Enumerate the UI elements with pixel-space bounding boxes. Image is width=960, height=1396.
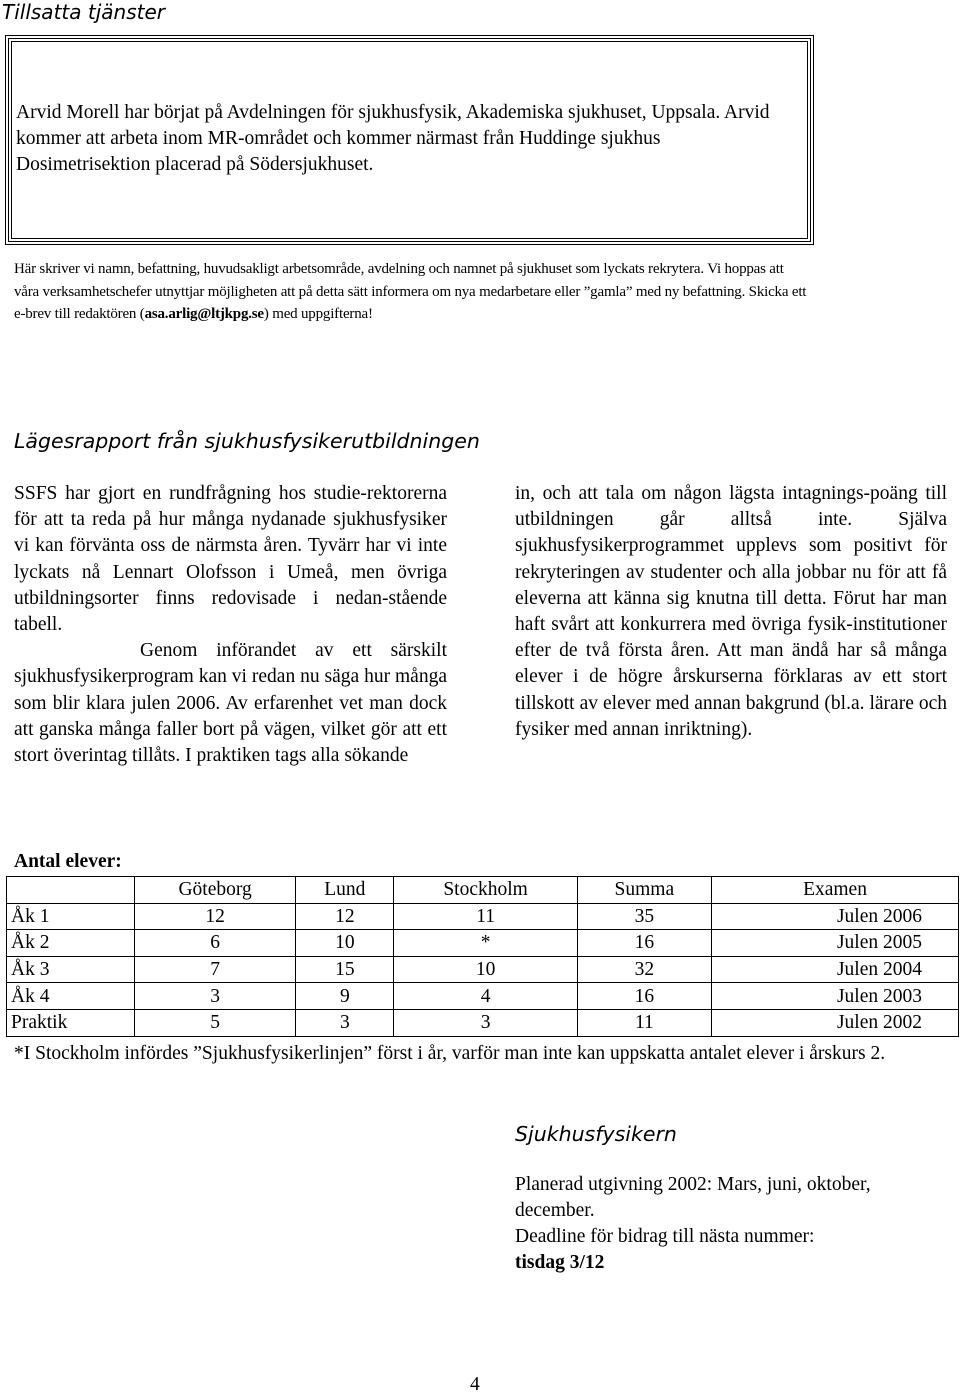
table-cell: 3 xyxy=(135,983,296,1010)
table-header-cell: Examen xyxy=(712,877,959,904)
publication-info xyxy=(515,1172,955,1276)
sjukhusfysikern-title: Sjukhusfysikern xyxy=(515,1122,677,1146)
table-cell: * xyxy=(394,930,577,957)
table-cell: 4 xyxy=(394,983,577,1010)
table-row xyxy=(7,930,959,957)
table-cell: 35 xyxy=(577,903,711,930)
article-paragraph-2: Genom införandet av ett särskilt sjukhusfysikerprogram kan vi redan nu säga hur många som blir klara julen 2006. Av erfarenhet vet man dock att ganska många faller bort på vägen, vilket gör att ett stort överintag tillåts. I praktiken tags alla sökande xyxy=(14,640,447,767)
table-row xyxy=(7,903,959,930)
table-row-header-cell: Åk 2 xyxy=(7,930,135,957)
article-paragraph-3: in, och att tala om någon lägsta intagnings-poäng till utbildningen går alltså inte. Själva sjukhusfysikerprogrammet upplevs som positivt för rekryteringen av studenter och alla jobbar nu för att få eleverna att känna sig knutna till detta. Förut har man haft svårt att konkurrera med övriga fysik-institutioner efter de två första åren. Att man ändå har så många elever i de högre årskurserna förklaras av ett stort tillskott av elever med annan bakgrund (bl.a. lärare och fysiker med annan inriktning). xyxy=(515,483,947,740)
table-cell: 7 xyxy=(135,956,296,983)
planned-publication: Planerad utgivning 2002: Mars, juni, oktober, december. xyxy=(515,1174,871,1221)
table-row-header-cell: Åk 3 xyxy=(7,956,135,983)
table-cell: Julen 2006 xyxy=(712,903,959,930)
table-cell: 6 xyxy=(135,930,296,957)
table-cell: 5 xyxy=(135,1009,296,1036)
student-count-table xyxy=(6,876,959,1037)
table-header-cell: Göteborg xyxy=(135,877,296,904)
table-cell: 12 xyxy=(135,903,296,930)
table-cell: 15 xyxy=(296,956,394,983)
table-row xyxy=(7,956,959,983)
table-row-header-cell: Åk 4 xyxy=(7,983,135,1010)
article-column-left xyxy=(14,481,447,769)
table-row xyxy=(7,983,959,1010)
table-cell: 3 xyxy=(296,1009,394,1036)
table-cell: 9 xyxy=(296,983,394,1010)
table-cell: 12 xyxy=(296,903,394,930)
article-paragraph-1: SSFS har gjort en rundfrågning hos studie-rektorerna för att ta reda på hur många nydanade sjukhusfysiker vi kan förvänta oss de närmsta åren. Tyvärr har vi inte lyckats nå Lennart Olofsson i Umeå, men övriga utbildningsorter finns redovisade i nedan-stående tabell. xyxy=(14,483,447,636)
table-cell: 11 xyxy=(577,1009,711,1036)
table-cell: Julen 2004 xyxy=(712,956,959,983)
deadline-label: Deadline för bidrag till nästa nummer: xyxy=(515,1226,815,1247)
table-cell: 16 xyxy=(577,930,711,957)
editor-email: asa.arlig@ltjkpg.se xyxy=(144,306,264,322)
deadline-date: tisdag 3/12 xyxy=(515,1252,605,1273)
table-cell: 11 xyxy=(394,903,577,930)
page-number: 4 xyxy=(470,1374,480,1395)
table-cell: 32 xyxy=(577,956,711,983)
table-row xyxy=(7,1009,959,1036)
section-title-tillsatta-tjanster: Tillsatta tjänster xyxy=(2,0,165,24)
table-cell: 10 xyxy=(296,930,394,957)
table-cell: Julen 2002 xyxy=(712,1009,959,1036)
table-label: Antal elever: xyxy=(14,851,122,872)
table-header-cell xyxy=(7,877,135,904)
info-paragraph xyxy=(14,258,809,326)
table-header-row xyxy=(7,877,959,904)
article-column-right xyxy=(515,481,947,743)
info-text-outro: ) med uppgifterna! xyxy=(263,306,373,322)
table-cell: 10 xyxy=(394,956,577,983)
announcement-text: Arvid Morell har börjat på Avdelningen för sjukhusfysik, Akademiska sjukhuset, Uppsala. Arvid kommer att arbeta inom MR-området och kommer närmast från Huddinge sjukhus Dosimetrisektion placerad på Södersjukhuset. xyxy=(16,102,770,175)
table-header-cell: Stockholm xyxy=(394,877,577,904)
table-cell: 3 xyxy=(394,1009,577,1036)
table-footnote: *I Stockholm infördes ”Sjukhusfysikerlinjen” först i år, varför man inte kan uppskatta antalet elever i årskurs 2. xyxy=(14,1043,886,1064)
table-header-cell: Lund xyxy=(296,877,394,904)
article-title: Lägesrapport från sjukhusfysikerutbildningen xyxy=(14,429,480,453)
table-row-header-cell: Åk 1 xyxy=(7,903,135,930)
table-header-cell: Summa xyxy=(577,877,711,904)
info-text-intro: Här skriver vi namn, befattning, huvudsakligt arbetsområde, avdelning och namnet på sjukhuset som lyckats rekrytera. Vi hoppas att våra verksamhetschefer utnyttjar möjligheten att på detta sätt informera om nya medarbetare eller ”gamla” med ny befattning. Skicka ett e-brev till redaktören ( xyxy=(14,261,807,322)
table-cell: 16 xyxy=(577,983,711,1010)
table-cell: Julen 2005 xyxy=(712,930,959,957)
table-cell: Julen 2003 xyxy=(712,983,959,1010)
table-row-header-cell: Praktik xyxy=(7,1009,135,1036)
